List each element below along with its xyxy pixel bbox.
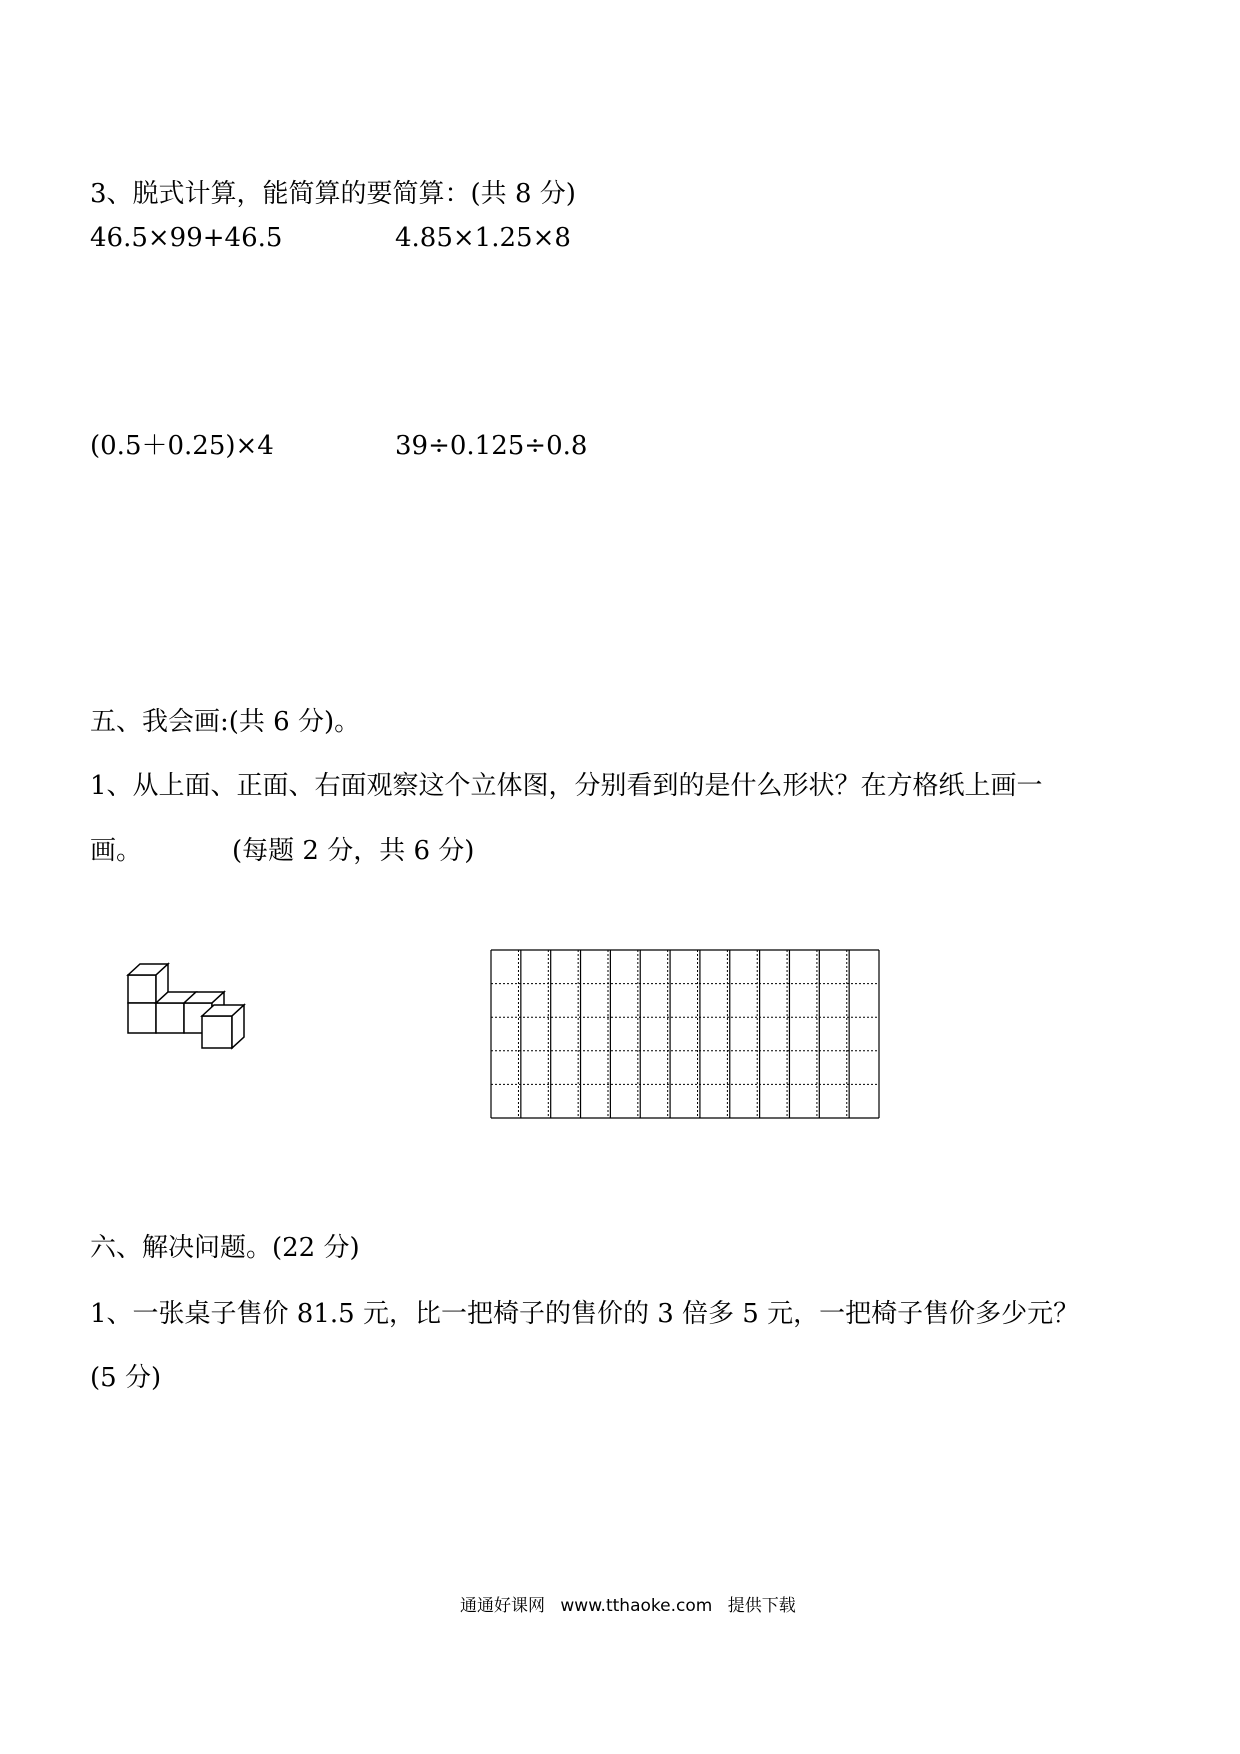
section5-heading: 五、我会画:(共 6 分)。 <box>90 707 361 737</box>
footer-site-name: 通通好课网 <box>460 1596 545 1616</box>
q3-expression-1: 46.5×99+46.5 <box>90 223 283 253</box>
section6-heading: 六、解决问题。(22 分) <box>90 1233 360 1263</box>
section5-q1-line2-prefix: 画。 <box>90 836 143 866</box>
footer-url[interactable]: www.tthaoke.com <box>560 1596 713 1616</box>
q3-expression-3: (0.5＋0.25)×4 <box>90 431 274 461</box>
section5-q1-line1: 1、从上面、正面、右面观察这个立体图，分别看到的是什么形状？在方格纸上画一 <box>90 771 1043 801</box>
cube-figure <box>120 960 270 1070</box>
q3-heading: 3、脱式计算，能简算的要简算：(共 8 分) <box>90 179 576 209</box>
section6-q1-points: (5 分) <box>90 1363 162 1393</box>
footer-suffix: 提供下载 <box>727 1596 796 1616</box>
section6-q1-text: 1、一张桌子售价 81.5 元，比一把椅子的售价的 3 倍多 5 元，一把椅子售价多少元？ <box>90 1299 1080 1329</box>
grid-paper <box>491 950 879 1118</box>
q3-expression-4: 39÷0.125÷0.8 <box>395 431 588 461</box>
q3-expression-2: 4.85×1.25×8 <box>395 223 571 253</box>
footer <box>460 1595 806 1617</box>
section5-q1-points: (每题 2 分，共 6 分) <box>232 836 475 866</box>
